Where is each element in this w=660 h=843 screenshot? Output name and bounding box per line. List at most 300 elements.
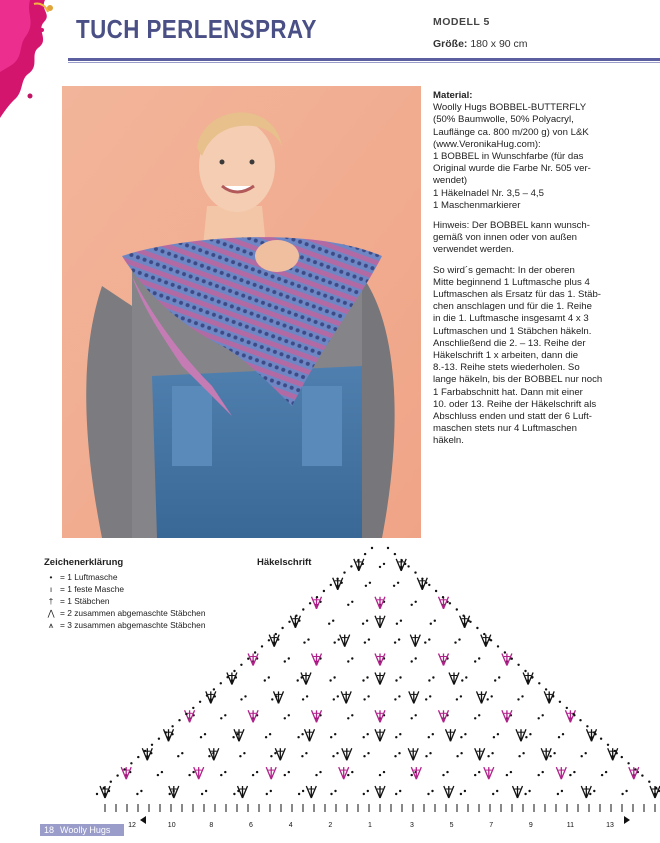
- chain-dot: [288, 657, 290, 659]
- stitch-mark: [409, 691, 414, 703]
- chain-dot: [332, 755, 334, 757]
- chain-dot: [268, 676, 270, 678]
- stitch-mark: [516, 729, 521, 741]
- chain-dot: [428, 736, 430, 738]
- stitch-mark: [342, 748, 347, 760]
- edge-dot: [165, 731, 167, 733]
- anleitung-line: Anschließend die 2. – 13. Reihe der: [433, 337, 586, 349]
- material-line: 1 Häkelnadel Nr. 3,5 – 4,5: [433, 187, 544, 199]
- edge-dot: [545, 688, 547, 690]
- chain-dot: [379, 774, 381, 776]
- edge-dot: [151, 744, 153, 746]
- chain-dot: [524, 793, 526, 795]
- stitch-mark: [375, 597, 380, 609]
- chain-dot: [431, 790, 433, 792]
- anleitung-section: [433, 265, 629, 448]
- stitch-mark: [380, 673, 385, 685]
- edge-dot: [261, 645, 263, 647]
- chain-dot: [493, 736, 495, 738]
- edge-dot: [531, 676, 533, 678]
- stitch-mark: [345, 635, 350, 647]
- chain-dot: [494, 679, 496, 681]
- edge-dot: [275, 633, 277, 635]
- stitch-mark: [556, 767, 561, 779]
- edge-dot: [116, 774, 118, 776]
- chain-dot: [569, 774, 571, 776]
- chain-dot: [581, 755, 583, 757]
- stitch-mark: [174, 786, 179, 798]
- material-line: wendet): [433, 175, 468, 187]
- chain-dot: [351, 601, 353, 603]
- legend-row: [44, 607, 206, 619]
- chain-dot: [394, 641, 396, 643]
- edge-dot: [309, 602, 311, 604]
- chain-dot: [456, 698, 458, 700]
- chain-dot: [399, 733, 401, 735]
- stitch-mark: [380, 729, 385, 741]
- anleitung-line: Häkelschrift 1 x arbeiten, dann die: [433, 350, 579, 362]
- chain-dot: [562, 733, 564, 735]
- chain-dot: [593, 790, 595, 792]
- brand-name: Woolly Hugs: [60, 825, 111, 835]
- chain-dot: [233, 793, 235, 795]
- chain-dot: [365, 585, 367, 587]
- chain-dot: [400, 620, 402, 622]
- chain-dot: [274, 752, 276, 754]
- chain-dot: [266, 793, 268, 795]
- stitch-mark: [214, 748, 219, 760]
- anleitung-line: in die 1. Luftmasche insgesamt 4 x 3: [433, 313, 589, 325]
- edge-dot: [220, 682, 222, 684]
- legend-row: [44, 595, 206, 607]
- chain-dot: [301, 755, 303, 757]
- chain-dot: [288, 771, 290, 773]
- chain-dot: [394, 698, 396, 700]
- edge-dot: [130, 762, 132, 764]
- stitch-mark: [311, 786, 316, 798]
- edge-dot: [357, 559, 359, 561]
- chain-dot: [284, 717, 286, 719]
- row-label: 7: [489, 822, 494, 829]
- chain-dot: [411, 774, 413, 776]
- stitch-mark: [544, 691, 549, 703]
- edge-dot: [371, 547, 373, 549]
- edge-dot: [517, 664, 519, 666]
- chain-dot: [399, 676, 401, 678]
- stitch-mark: [502, 654, 507, 666]
- chain-dot: [478, 657, 480, 659]
- stitch-mark: [375, 729, 380, 741]
- chain-dot: [347, 604, 349, 606]
- chain-dot: [351, 657, 353, 659]
- edge-dot: [655, 787, 657, 789]
- chain-dot: [561, 790, 563, 792]
- arrow-right-icon: [624, 816, 630, 824]
- chain-dot: [301, 733, 303, 735]
- stitch-mark: [446, 729, 451, 741]
- edge-dot: [247, 658, 249, 660]
- chain-dot: [270, 790, 272, 792]
- anleitung-line: 1 Farbabschnitt hat. Dann mit einer: [433, 386, 583, 398]
- chain-dot: [411, 604, 413, 606]
- legend-row: [44, 619, 206, 631]
- symbol-legend: [44, 557, 206, 631]
- stitch-mark: [513, 786, 518, 798]
- edge-dot: [171, 725, 173, 727]
- legend-text: = 1 Luftmasche: [60, 572, 118, 582]
- chain-dot: [379, 566, 381, 568]
- anleitung-line: 8.-13. Reihe stets wiederholen. So: [433, 362, 580, 374]
- chain-dot: [319, 771, 321, 773]
- chain-dot: [303, 641, 305, 643]
- anleitung-line: So wird´s gemacht: In der oberen: [433, 264, 575, 276]
- row-label: 8: [209, 822, 214, 829]
- anleitung-line: Luftmaschen und 1 Stäbchen häkeln.: [433, 325, 592, 337]
- size-info: [433, 38, 528, 50]
- stitch-mark: [546, 748, 551, 760]
- chain-dot: [284, 660, 286, 662]
- stitch-mark: [444, 786, 449, 798]
- edge-dot: [621, 756, 623, 758]
- stitch-mark: [414, 691, 419, 703]
- chain-dot: [395, 736, 397, 738]
- chain-dot: [621, 793, 623, 795]
- size-label: Größe:: [433, 38, 468, 50]
- material-line: (www.VeronikaHug.com):: [433, 138, 541, 150]
- stitch-mark: [305, 729, 310, 741]
- chain-dot: [478, 771, 480, 773]
- chain-dot: [478, 714, 480, 716]
- chain-dot: [328, 623, 330, 625]
- arrow-left-icon: [140, 816, 146, 824]
- chain-dot: [269, 733, 271, 735]
- chain-dot: [625, 790, 627, 792]
- chain-dot: [383, 771, 385, 773]
- chain-dot: [347, 717, 349, 719]
- chain-dot: [369, 582, 371, 584]
- chain-dot: [201, 793, 203, 795]
- edge-dot: [552, 694, 554, 696]
- stitch-mark: [312, 597, 317, 609]
- chain-dot: [367, 733, 369, 735]
- chain-dot: [244, 695, 246, 697]
- edge-dot: [586, 725, 588, 727]
- header-rule: [68, 58, 660, 61]
- hinweis-line: verwendet werden.: [433, 244, 515, 256]
- chain-dot: [297, 679, 299, 681]
- row-label: 3: [410, 822, 414, 829]
- chain-dot: [188, 774, 190, 776]
- stitch-mark: [439, 654, 444, 666]
- stitch-mark: [271, 767, 276, 779]
- edge-dot: [178, 719, 180, 721]
- chain-dot: [393, 585, 395, 587]
- stitch-mark: [454, 673, 459, 685]
- edge-dot: [240, 664, 242, 666]
- chain-dot: [460, 752, 462, 754]
- chain-dot: [351, 714, 353, 716]
- chain-dot: [161, 771, 163, 773]
- legend-row: [44, 583, 206, 595]
- chain-dot: [306, 695, 308, 697]
- edge-dot: [572, 713, 574, 715]
- edge-dot: [185, 713, 187, 715]
- chain-dot: [334, 733, 336, 735]
- stitch-mark: [489, 767, 494, 779]
- legend-text: = 2 zusammen abgemaschte Stäbchen: [60, 608, 206, 618]
- edge-dot: [476, 627, 478, 629]
- anleitung-line: maschen stets nur 4 Luftmaschen: [433, 423, 577, 435]
- chain-dot: [136, 793, 138, 795]
- edge-dot: [469, 621, 471, 623]
- chain-dot: [271, 698, 273, 700]
- chain-dot: [362, 679, 364, 681]
- edge-dot: [490, 639, 492, 641]
- chain-dot: [553, 752, 555, 754]
- edge-dot: [316, 596, 318, 598]
- row-label: 13: [606, 822, 614, 829]
- stitch-mark: [290, 616, 295, 628]
- stitch-mark: [339, 767, 344, 779]
- edge-dot: [364, 553, 366, 555]
- chain-dot: [529, 733, 531, 735]
- dc2tog-icon: ⋀: [47, 608, 55, 618]
- anleitung-line: chen anschlagen und für die 1. Reihe: [433, 301, 592, 313]
- edge-dot: [462, 615, 464, 617]
- hinweis-line: Hinweis: Der BOBBEL kann wunsch-: [433, 220, 590, 232]
- row-label: 5: [449, 822, 454, 829]
- row-label: 10: [167, 822, 176, 829]
- chain-dot: [415, 657, 417, 659]
- edge-dot: [607, 744, 609, 746]
- edge-dot: [627, 762, 629, 764]
- edge-dot: [504, 651, 506, 653]
- chain-dot: [338, 638, 340, 640]
- chain-dot: [330, 793, 332, 795]
- chain-dot: [332, 620, 334, 622]
- chain-dot: [252, 774, 254, 776]
- material-line: (50% Baumwolle, 50% Polyacryl,: [433, 114, 574, 126]
- stitch-mark: [396, 559, 401, 571]
- chain-dot: [456, 755, 458, 757]
- edge-dot: [407, 565, 409, 567]
- edge-dot: [435, 590, 437, 592]
- edge-dot: [600, 738, 602, 740]
- edge-dot: [566, 707, 568, 709]
- material-line: Lauflänge ca. 800 m/200 g) von L&K: [433, 126, 589, 138]
- chain-dot: [465, 676, 467, 678]
- edge-dot: [414, 571, 416, 573]
- chain-dot: [487, 755, 489, 757]
- row-label: 1: [368, 822, 372, 829]
- stitch-mark: [243, 786, 248, 798]
- chain-dot: [333, 676, 335, 678]
- stitch-mark: [586, 786, 591, 798]
- edge-dot: [199, 701, 201, 703]
- edge-dot: [511, 658, 513, 660]
- chain-dot: [538, 717, 540, 719]
- stitch-mark: [521, 729, 526, 741]
- chain-dot: [491, 752, 493, 754]
- chain-dot: [605, 771, 607, 773]
- edge-dot: [192, 707, 194, 709]
- chain-dot: [425, 698, 427, 700]
- chain-dot: [330, 736, 332, 738]
- model-number: MODELL 5: [433, 16, 490, 28]
- chain-dot: [415, 601, 417, 603]
- stitch-mark: [306, 673, 311, 685]
- chain-stitch-icon: •: [49, 572, 53, 582]
- chain-dot: [336, 752, 338, 754]
- edge-dot: [295, 615, 297, 617]
- edge-dot: [137, 756, 139, 758]
- anleitung-line: häkeln.: [433, 435, 464, 447]
- chain-dot: [395, 793, 397, 795]
- edge-dot: [442, 596, 444, 598]
- chain-dot: [395, 679, 397, 681]
- edge-dot: [323, 590, 325, 592]
- chain-dot: [432, 733, 434, 735]
- stitch-mark: [416, 767, 421, 779]
- edge-dot: [254, 651, 256, 653]
- chain-dot: [256, 771, 258, 773]
- chain-dot: [394, 755, 396, 757]
- stitch-mark: [449, 786, 454, 798]
- chain-dot: [542, 771, 544, 773]
- chain-dot: [140, 790, 142, 792]
- row-label: 12: [128, 822, 136, 829]
- stitch-mark: [484, 767, 489, 779]
- chain-dot: [200, 736, 202, 738]
- stitch-mark: [248, 710, 253, 722]
- chain-dot: [434, 620, 436, 622]
- edge-dot: [330, 584, 332, 586]
- material-line: 1 BOBBEL in Wunschfarbe (für das: [433, 151, 584, 163]
- stitch-mark: [227, 673, 232, 685]
- stitch-mark: [375, 786, 380, 798]
- chain-dot: [367, 695, 369, 697]
- chain-dot: [464, 790, 466, 792]
- stitch-mark: [375, 710, 380, 722]
- single-crochet-icon: ı: [49, 584, 53, 594]
- stitch-mark: [439, 597, 444, 609]
- edge-dot: [524, 670, 526, 672]
- stitch-mark: [449, 673, 454, 685]
- chain-dot: [397, 582, 399, 584]
- stitch-mark: [565, 710, 570, 722]
- chain-dot: [288, 714, 290, 716]
- legend-row: [44, 571, 206, 583]
- page-title: TUCH PERLENSPRAY: [76, 14, 317, 44]
- edge-dot: [497, 645, 499, 647]
- stitch-mark: [518, 786, 523, 798]
- material-heading: Material:: [433, 90, 473, 101]
- chain-dot: [240, 698, 242, 700]
- chain-dot: [432, 676, 434, 678]
- edge-dot: [449, 602, 451, 604]
- edge-dot: [634, 768, 636, 770]
- stitch-mark: [477, 691, 482, 703]
- material-line: Original wurde die Farbe Nr. 505 ver-: [433, 163, 591, 175]
- stitch-mark: [650, 786, 655, 798]
- chain-dot: [366, 620, 368, 622]
- chain-dot: [522, 752, 524, 754]
- stitch-mark: [561, 767, 566, 779]
- chain-dot: [464, 733, 466, 735]
- edge-dot: [648, 781, 650, 783]
- chain-dot: [518, 755, 520, 757]
- chain-dot: [528, 790, 530, 792]
- chain-dot: [329, 679, 331, 681]
- chain-dot: [205, 790, 207, 792]
- stitch-mark: [199, 767, 204, 779]
- stitch-mark: [280, 748, 285, 760]
- stitch-mark: [279, 691, 284, 703]
- stitch-mark: [408, 748, 413, 760]
- chain-dot: [264, 679, 266, 681]
- chain-dot: [496, 790, 498, 792]
- stitch-mark: [587, 729, 592, 741]
- chain-dot: [224, 771, 226, 773]
- chain-dot: [430, 623, 432, 625]
- model-photo: [62, 86, 421, 538]
- legend-text: = 1 feste Masche: [60, 584, 125, 594]
- stitch-mark: [410, 635, 415, 647]
- chain-dot: [549, 755, 551, 757]
- chain-dot: [454, 641, 456, 643]
- chain-dot: [232, 736, 234, 738]
- chain-dot: [474, 717, 476, 719]
- row-label: 9: [528, 822, 533, 829]
- edge-dot: [579, 719, 581, 721]
- chain-dot: [429, 695, 431, 697]
- stitch-mark: [629, 767, 634, 779]
- chain-dot: [334, 641, 336, 643]
- chain-dot: [239, 755, 241, 757]
- chain-dot: [425, 755, 427, 757]
- size-value: 180 x 90 cm: [470, 38, 528, 50]
- chain-dot: [224, 714, 226, 716]
- row-label: 4: [288, 822, 293, 829]
- chain-dot: [497, 733, 499, 735]
- page-footer: [40, 824, 124, 836]
- stitch-mark: [310, 729, 315, 741]
- chain-dot: [398, 695, 400, 697]
- chain-dot: [460, 695, 462, 697]
- chain-dot: [204, 733, 206, 735]
- edge-dot: [343, 571, 345, 573]
- stitch-mark: [312, 654, 317, 666]
- stitch-mark: [341, 691, 346, 703]
- chain-dot: [427, 793, 429, 795]
- stitch-mark: [194, 767, 199, 779]
- stitch-mark: [344, 767, 349, 779]
- chain-dot: [347, 774, 349, 776]
- edge-dot: [483, 633, 485, 635]
- stitch-mark: [185, 710, 190, 722]
- dc3tog-icon: ⩚: [48, 620, 54, 630]
- stitch-mark: [480, 748, 485, 760]
- edge-dot: [226, 676, 228, 678]
- chain-dot: [538, 774, 540, 776]
- edge-dot: [559, 701, 561, 703]
- chain-dot: [542, 714, 544, 716]
- stitch-mark: [206, 691, 211, 703]
- chain-dot: [243, 752, 245, 754]
- chain-dot: [192, 771, 194, 773]
- edge-dot: [158, 738, 160, 740]
- stitch-mark: [375, 654, 380, 666]
